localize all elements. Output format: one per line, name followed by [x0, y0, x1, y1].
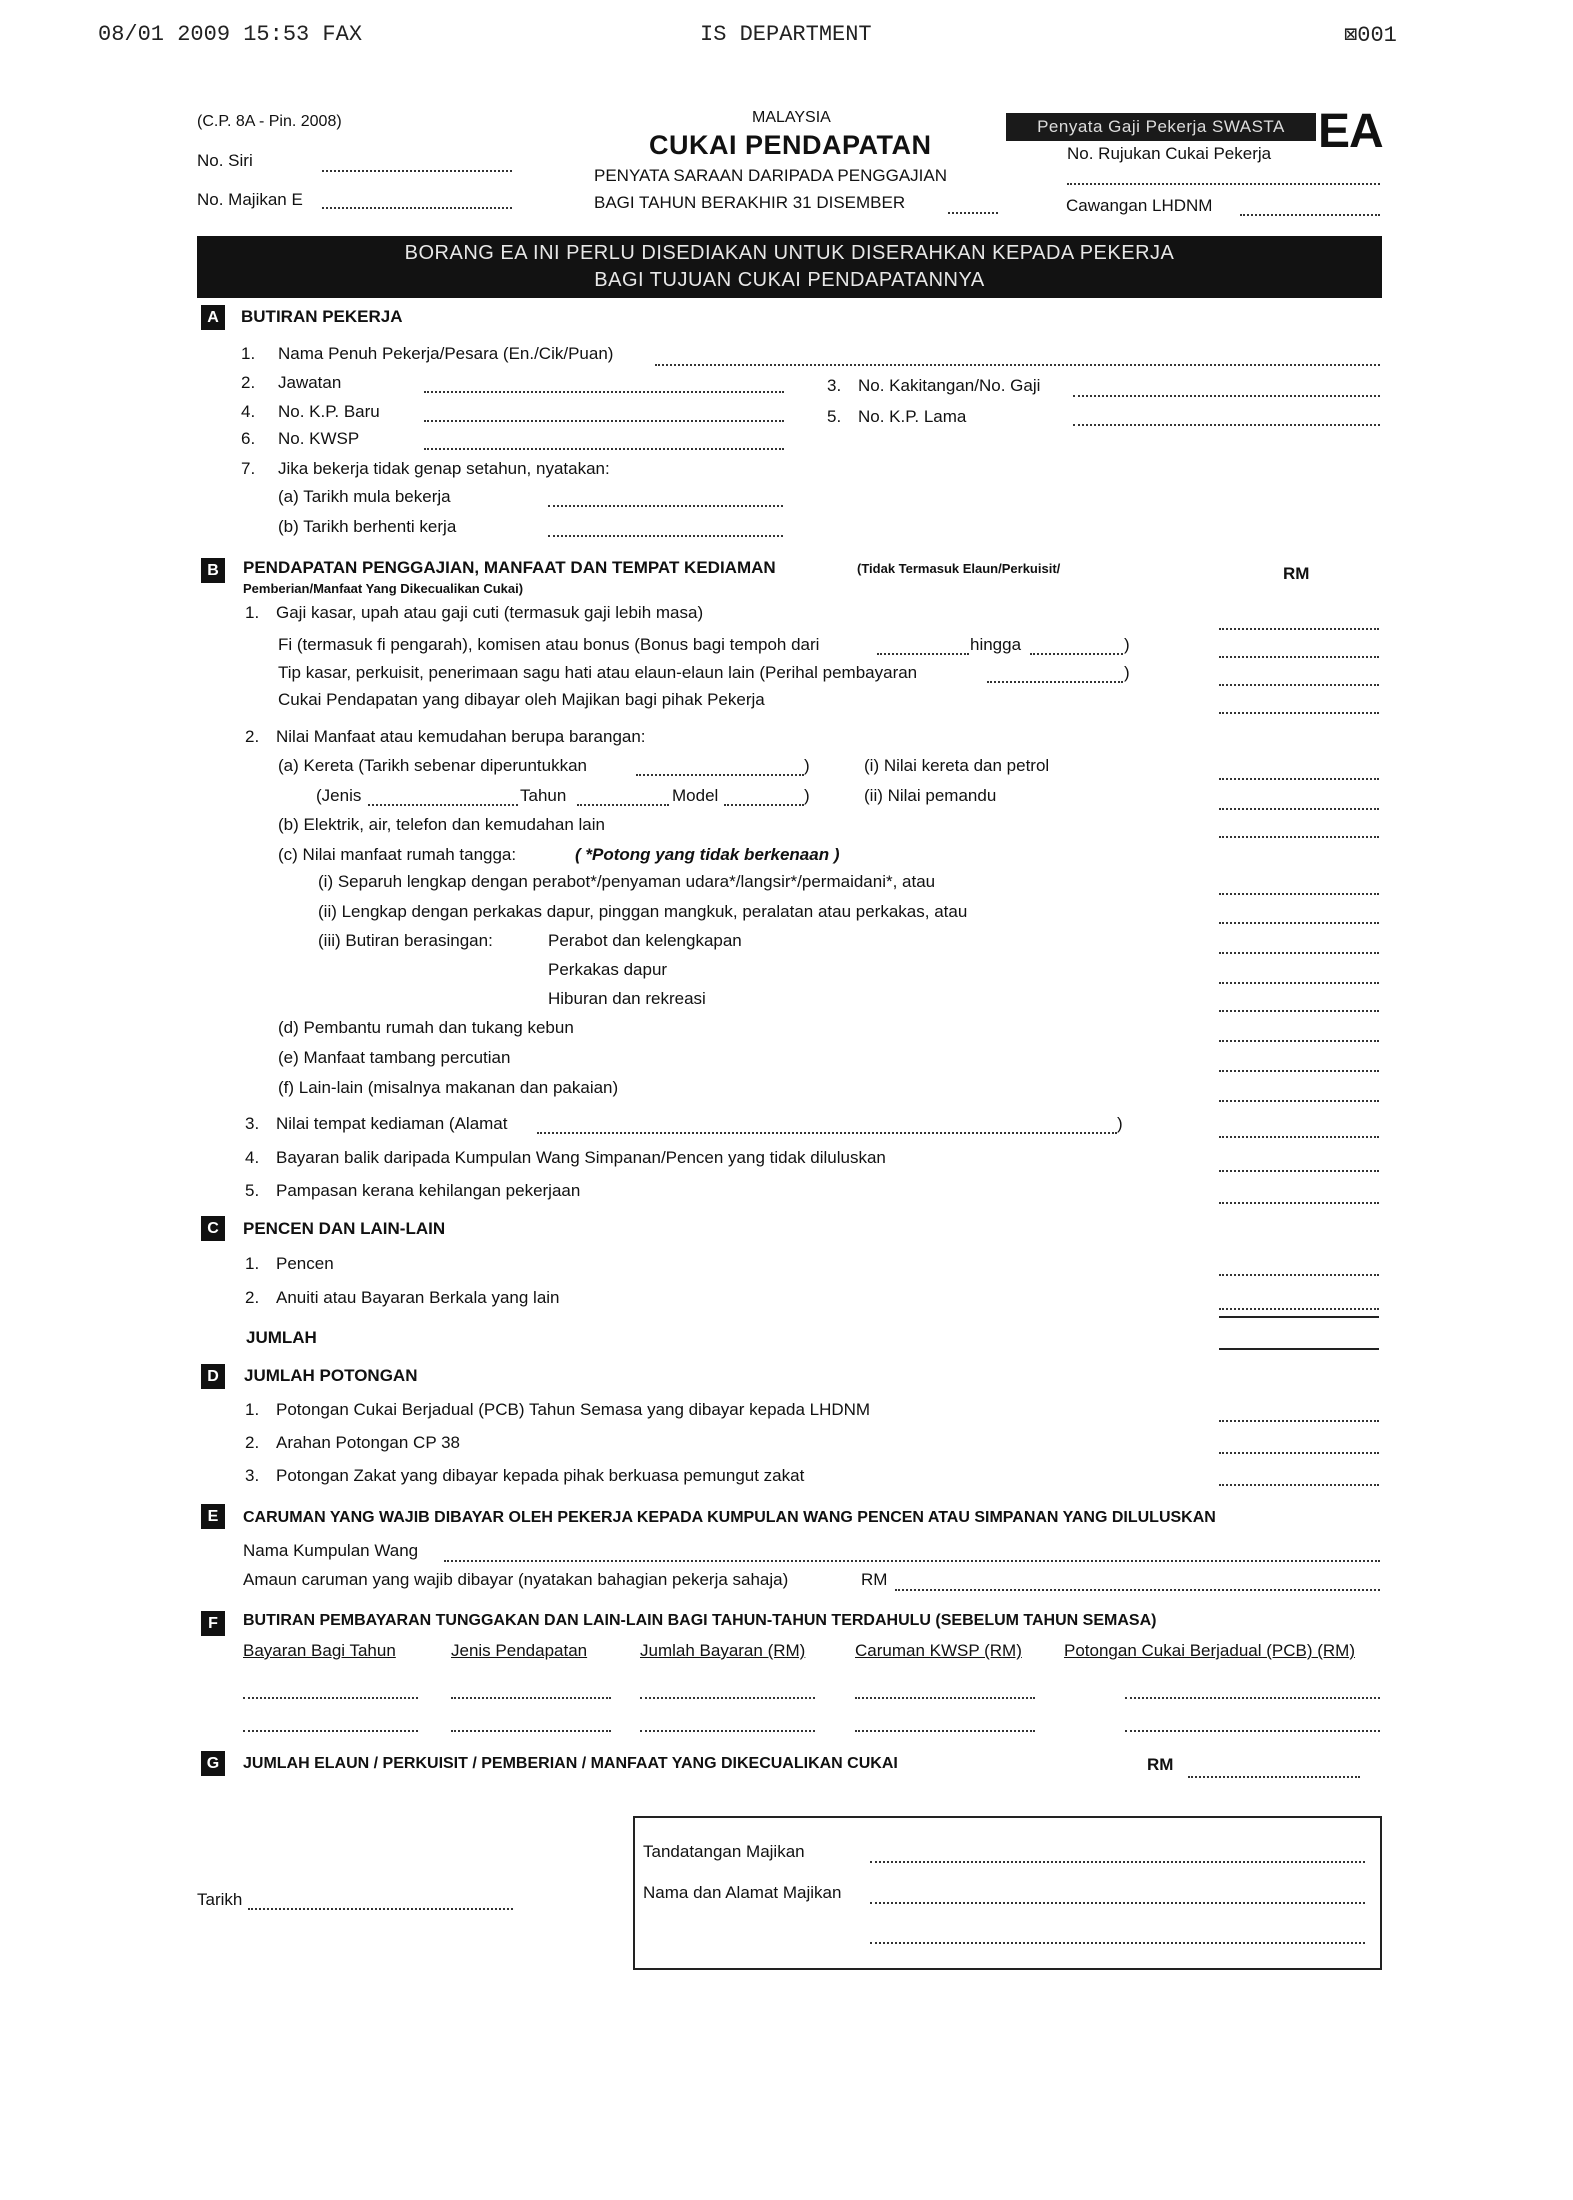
no-majikan-field[interactable] [322, 207, 512, 209]
item-number: 1. [245, 1254, 260, 1273]
others-label: (f) Lain-lain (misalnya makanan dan pakaian) [278, 1078, 619, 1097]
tips-detail-field[interactable] [987, 681, 1123, 683]
item-number: 4. [245, 1148, 260, 1167]
end-date-field[interactable] [548, 535, 783, 537]
exempt-allowance-amount[interactable] [1188, 1776, 1360, 1778]
fax-department: IS DEPARTMENT [700, 22, 872, 47]
item-number: 3. [245, 1114, 260, 1133]
section-g-marker: G [201, 1751, 225, 1776]
tax-paid-by-employer-label: Cukai Pendapatan yang dibayar oleh Majikan bagi pihak Pekerja [278, 690, 765, 709]
refund-amount[interactable] [1219, 1170, 1379, 1172]
signature-label: Tandatangan Majikan [643, 1842, 805, 1861]
section-b-note-1: (Tidak Termasuk Elaun/Perkuisit/ [857, 561, 1061, 576]
fees-label: Fi (termasuk fi pengarah), komisen atau bonus (Bonus bagi tempoh dari [278, 635, 820, 654]
section-f-marker: F [201, 1611, 225, 1636]
kwsp-label: No. KWSP [278, 429, 360, 448]
form-title: CUKAI PENDAPATAN [649, 130, 932, 160]
leave-passage-amount[interactable] [1219, 1070, 1379, 1072]
car-type-field[interactable] [368, 804, 518, 806]
section-b-note-2: Pemberian/Manfaat Yang Dikecualikan Cukai) [243, 581, 524, 596]
item-number: 5. [245, 1181, 260, 1200]
employer-name-address-field[interactable] [870, 1902, 1365, 1904]
section-a-title: BUTIRAN PEKERJA [241, 307, 403, 326]
section-a-marker: A [201, 305, 225, 330]
column-header-kwsp: Caruman KWSP (RM) [855, 1641, 1022, 1660]
servant-amount[interactable] [1219, 1040, 1379, 1042]
old-ic-label: No. K.P. Lama [858, 407, 967, 426]
section-d-title: JUMLAH POTONGAN [244, 1366, 418, 1385]
section-b-title: PENDAPATAN PENGGAJIAN, MANFAAT DAN TEMPAT KEDIAMAN [243, 558, 776, 577]
employer-address-field-2[interactable] [870, 1942, 1365, 1944]
car-year-label: Tahun [520, 786, 567, 805]
section-c-marker: C [201, 1216, 225, 1241]
staff-no-label: No. Kakitangan/No. Gaji [858, 376, 1041, 395]
car-type-label: (Jenis [316, 786, 362, 805]
jawatan-label: Jawatan [278, 373, 342, 392]
ea-mark: EA [1318, 105, 1383, 158]
tips-label: Tip kasar, perkuisit, penerimaan sagu hati atau elaun-elaun lain (Perihal pembayaran [278, 663, 918, 682]
tax-ref-label: No. Rujukan Cukai Pekerja [1067, 144, 1272, 163]
household-label: (c) Nilai manfaat rumah tangga: [278, 845, 517, 864]
arrears-pcb-field-1[interactable] [1125, 1697, 1380, 1699]
signature-field[interactable] [870, 1861, 1365, 1863]
annuity-amount[interactable] [1219, 1308, 1379, 1310]
section-d-marker: D [201, 1364, 225, 1389]
furniture-label: Perabot dan kelengkapan [548, 931, 742, 950]
item-number: 2. [241, 373, 256, 392]
banner-line-2: BAGI TUJUAN CUKAI PENDAPATANNYA [594, 269, 985, 291]
furniture-amount[interactable] [1219, 952, 1379, 954]
partial-year-label: Jika bekerja tidak genap setahun, nyatakan: [278, 459, 610, 478]
pcb-label: Potongan Cukai Berjadual (PCB) Tahun Semasa yang dibayar kepada LHDNM [276, 1400, 871, 1419]
pension-label: Pencen [276, 1254, 334, 1273]
compensation-amount[interactable] [1219, 1202, 1379, 1204]
new-ic-label: No. K.P. Baru [278, 402, 380, 421]
semi-furnished-amount[interactable] [1219, 893, 1379, 895]
column-header-pcb: Potongan Cukai Berjadual (PCB) (RM) [1064, 1641, 1356, 1660]
kwsp-field[interactable] [424, 448, 784, 450]
car-label: (a) Kereta (Tarikh sebenar diperuntukkan [278, 756, 587, 775]
total-label: JUMLAH [246, 1328, 317, 1347]
form-code: (C.P. 8A - Pin. 2008) [197, 113, 342, 130]
zakat-label: Potongan Zakat yang dibayar kepada pihak berkuasa pemungut zakat [276, 1466, 805, 1485]
arrears-kwsp-field-2[interactable] [855, 1730, 1035, 1732]
arrears-kwsp-field-1[interactable] [855, 1697, 1035, 1699]
car-year-field[interactable] [577, 804, 669, 806]
staff-no-field[interactable] [1073, 395, 1380, 397]
old-ic-field[interactable] [1073, 424, 1380, 426]
tax-ref-field[interactable] [1067, 183, 1380, 185]
gross-salary-label: Gaji kasar, upah atau gaji cuti (termasuk gaji lebih masa) [276, 603, 704, 622]
country-label: MALAYSIA [752, 109, 831, 126]
accommodation-label: Nilai tempat kediaman (Alamat [276, 1114, 508, 1133]
contribution-amount[interactable] [895, 1589, 1380, 1591]
car-model-field[interactable] [724, 804, 804, 806]
item-number: 7. [241, 459, 256, 478]
cp38-amount[interactable] [1219, 1452, 1379, 1454]
cp38-label: Arahan Potongan CP 38 [276, 1433, 460, 1452]
car-value-label: (i) Nilai kereta dan petrol [864, 756, 1050, 775]
swasta-badge: Penyata Gaji Pekerja SWASTA [1006, 113, 1316, 141]
section-g-title: JUMLAH ELAUN / PERKUISIT / PEMBERIAN / MANFAAT YANG DIKECUALIKAN CUKAI [243, 1755, 898, 1772]
paren-close: ) [1117, 1114, 1123, 1133]
bonus-to-label: hingga [970, 635, 1022, 654]
refund-label: Bayaran balik daripada Kumpulan Wang Simpanan/Pencen yang tidak diluluskan [276, 1148, 886, 1167]
arrears-amount-field-2[interactable] [640, 1730, 815, 1732]
kitchen-label: Perkakas dapur [548, 960, 668, 979]
item-number: 2. [245, 727, 260, 746]
end-date-label: (b) Tarikh berhenti kerja [278, 517, 457, 536]
start-date-field[interactable] [548, 505, 783, 507]
section-e-marker: E [201, 1504, 225, 1529]
column-header-year: Bayaran Bagi Tahun [243, 1641, 396, 1660]
entertainment-amount[interactable] [1219, 1010, 1379, 1012]
entertainment-label: Hiburan dan rekreasi [548, 989, 706, 1008]
utilities-label: (b) Elektrik, air, telefon dan kemudahan lain [278, 815, 605, 834]
zakat-amount[interactable] [1219, 1484, 1379, 1486]
car-value-amount[interactable] [1219, 778, 1379, 780]
item-number: 4. [241, 402, 256, 421]
no-majikan-label: No. Majikan E [197, 190, 303, 209]
paren-close: ) [1124, 635, 1130, 654]
paren-close: ) [1124, 663, 1130, 682]
bonus-from-field[interactable] [877, 653, 969, 655]
arrears-year-field-2[interactable] [243, 1730, 418, 1732]
form-notice-banner [197, 236, 1382, 298]
employer-name-address-label: Nama dan Alamat Majikan [643, 1883, 842, 1902]
fax-page-number: ⊠001 [1344, 23, 1397, 48]
gross-salary-amount[interactable] [1219, 628, 1379, 630]
cawangan-field[interactable] [1240, 214, 1380, 216]
accommodation-address-field[interactable] [537, 1132, 1117, 1134]
column-header-total-payment: Jumlah Bayaran (RM) [640, 1641, 806, 1660]
car-date-field[interactable] [636, 774, 804, 776]
item-number: 5. [827, 407, 842, 426]
utilities-amount[interactable] [1219, 836, 1379, 838]
others-amount[interactable] [1219, 1100, 1379, 1102]
item-number: 2. [245, 1433, 260, 1452]
arrears-type-field-1[interactable] [451, 1697, 611, 1699]
date-label: Tarikh [197, 1890, 243, 1909]
cawangan-label: Cawangan LHDNM [1066, 196, 1213, 215]
form-subtitle-1: PENYATA SARAAN DARIPADA PENGGAJIAN [594, 166, 947, 185]
item-number: 3. [827, 376, 842, 395]
household-note: ( *Potong yang tidak berkenaan ) [575, 845, 840, 864]
section-b-marker: B [201, 558, 225, 583]
arrears-year-field-1[interactable] [243, 1697, 418, 1699]
total-amount[interactable] [1219, 1348, 1379, 1350]
separate-items-label: (iii) Butiran berasingan: [318, 931, 493, 950]
column-header-income-type: Jenis Pendapatan [451, 1641, 588, 1660]
fully-furnished-amount[interactable] [1219, 922, 1379, 924]
section-g-rm-label: RM [1147, 1755, 1174, 1774]
form-subtitle-2: BAGI TAHUN BERAKHIR 31 DISEMBER [594, 193, 906, 212]
full-name-label: Nama Penuh Pekerja/Pesara (En./Cik/Puan) [278, 344, 614, 363]
compensation-label: Pampasan kerana kehilangan pekerjaan [276, 1181, 581, 1200]
fax-datetime: 08/01 2009 15:53 FAX [98, 22, 363, 47]
accommodation-amount[interactable] [1219, 1136, 1379, 1138]
start-date-label: (a) Tarikh mula bekerja [278, 487, 451, 506]
servant-label: (d) Pembantu rumah dan tukang kebun [278, 1018, 574, 1037]
item-number: 1. [241, 344, 256, 363]
arrears-amount-field-1[interactable] [640, 1697, 815, 1699]
pension-amount[interactable] [1219, 1274, 1379, 1276]
item-number: 2. [245, 1288, 260, 1307]
paren-close: ) [804, 786, 810, 805]
tax-paid-by-employer-amount[interactable] [1219, 712, 1379, 714]
no-siri-field[interactable] [322, 170, 512, 172]
item-number: 1. [245, 603, 260, 622]
driver-value-amount[interactable] [1219, 808, 1379, 810]
contribution-rm-label: RM [861, 1570, 888, 1589]
fees-amount[interactable] [1219, 656, 1379, 658]
item-number: 3. [245, 1466, 260, 1485]
pcb-amount[interactable] [1219, 1420, 1379, 1422]
year-field[interactable] [948, 212, 998, 214]
paren-close: ) [804, 756, 810, 775]
full-name-field[interactable] [655, 364, 1380, 366]
benefits-in-kind-label: Nilai Manfaat atau kemudahan berupa barangan: [276, 727, 646, 746]
semi-furnished-label: (i) Separuh lengkap dengan perabot*/penyaman udara*/langsir*/permaidani*, atau [318, 872, 936, 891]
driver-value-label: (ii) Nilai pemandu [864, 786, 997, 805]
rm-column-header: RM [1283, 564, 1310, 583]
bonus-to-field[interactable] [1030, 653, 1123, 655]
item-number: 6. [241, 429, 256, 448]
banner-line-1: BORANG EA INI PERLU DISEDIAKAN UNTUK DISERAHKAN KEPADA PEKERJA [404, 242, 1175, 264]
leave-passage-label: (e) Manfaat tambang percutian [278, 1048, 511, 1067]
annuity-label: Anuiti atau Bayaran Berkala yang lain [276, 1288, 560, 1307]
fund-name-label: Nama Kumpulan Wang [243, 1541, 419, 1560]
item-number: 1. [245, 1400, 260, 1419]
fund-name-field[interactable] [444, 1560, 1380, 1562]
car-model-label: Model [672, 786, 719, 805]
new-ic-field[interactable] [424, 420, 784, 422]
section-e-title: CARUMAN YANG WAJIB DIBAYAR OLEH PEKERJA KEPADA KUMPULAN WANG PENCEN ATAU SIMPANAN YANG DILULUSKAN [243, 1509, 1216, 1526]
section-f-title: BUTIRAN PEMBAYARAN TUNGGAKAN DAN LAIN-LAIN BAGI TAHUN-TAHUN TERDAHULU (SEBELUM TAHUN SEMASA) [243, 1612, 1157, 1629]
arrears-pcb-field-2[interactable] [1125, 1730, 1380, 1732]
no-siri-label: No. Siri [197, 151, 253, 170]
tips-amount[interactable] [1219, 684, 1379, 686]
section-c-title: PENCEN DAN LAIN-LAIN [243, 1219, 446, 1238]
date-field[interactable] [248, 1908, 513, 1910]
contribution-label: Amaun caruman yang wajib dibayar (nyatakan bahagian pekerja sahaja) [243, 1570, 789, 1589]
fully-furnished-label: (ii) Lengkap dengan perkakas dapur, pinggan mangkuk, peralatan atau perkakas, atau [318, 902, 968, 921]
kitchen-amount[interactable] [1219, 982, 1379, 984]
jawatan-field[interactable] [424, 391, 784, 393]
arrears-type-field-2[interactable] [451, 1730, 611, 1732]
total-rule-top [1219, 1316, 1379, 1318]
